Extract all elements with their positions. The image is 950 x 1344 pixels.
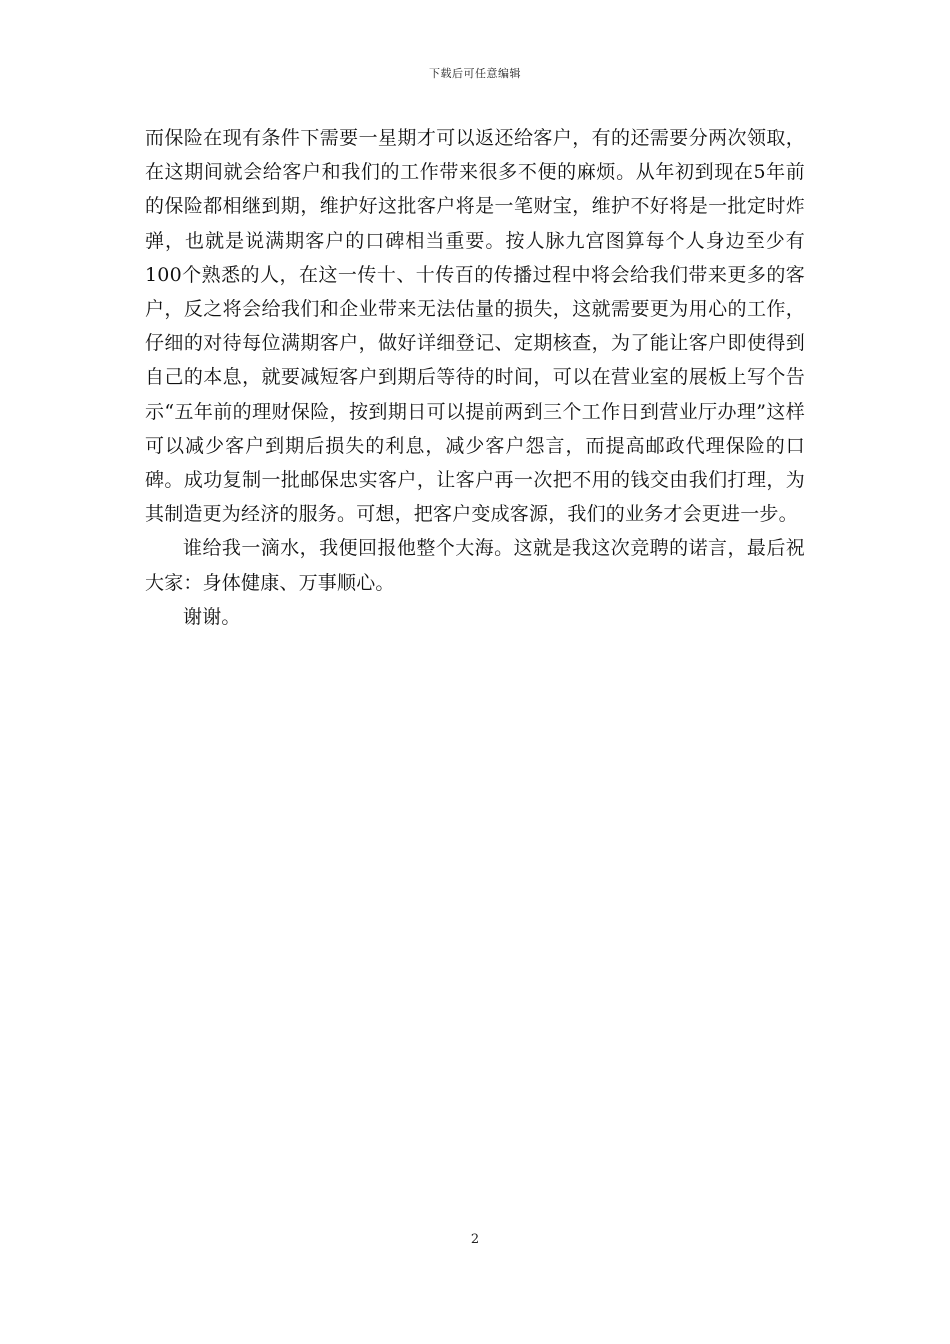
paragraph: 谁给我一滴水，我便回报他整个大海。这就是我这次竞聘的诺言，最后祝大家：身体健康、万事顺心。 [145,537,805,594]
page-number: 2 [470,1232,480,1247]
document-body [145,121,805,634]
paragraph: 谢谢。 [183,605,241,628]
paragraph: 而保险在现有条件下需要一星期才可以返还给客户，有的还需要分两次领取，在这期间就会给客户和我们的工作带来很多不便的麻烦。从年初到现在5年前的保险都相继到期，维护好这批客户将是一笔财宝，维护不好将是一批定时炸弹，也就是说满期客户的口碑相当重要。按人脉九宫图算每个人身边至少有100个熟悉的人，在这一传十、十传百的传播过程中将会给我们带来更多的客户，反之将会给我们和企业带来无法估量的损失，这就需要更为用心的工作，仔细的对待每位满期客户，做好详细登记、定期核查，为了能让客户即使得到自己的本息，就要减短客户到期后等待的时间，可以在营业室的展板上写个告示“五年前的理财保险，按到期日可以提前两到三个工作日到营业厅办理”这样可以减少客户到期后损失的利息，减少客户怨言，而提高邮政代理保险的口碑。成功复制一批邮保忠实客户，让客户再一次把不用的钱交由我们打理，为其制造更为经济的服务。可想，把客户变成客源，我们的业务才会更进一步。 [145,127,805,526]
page-header: 下载后可任意编辑 [429,67,521,80]
